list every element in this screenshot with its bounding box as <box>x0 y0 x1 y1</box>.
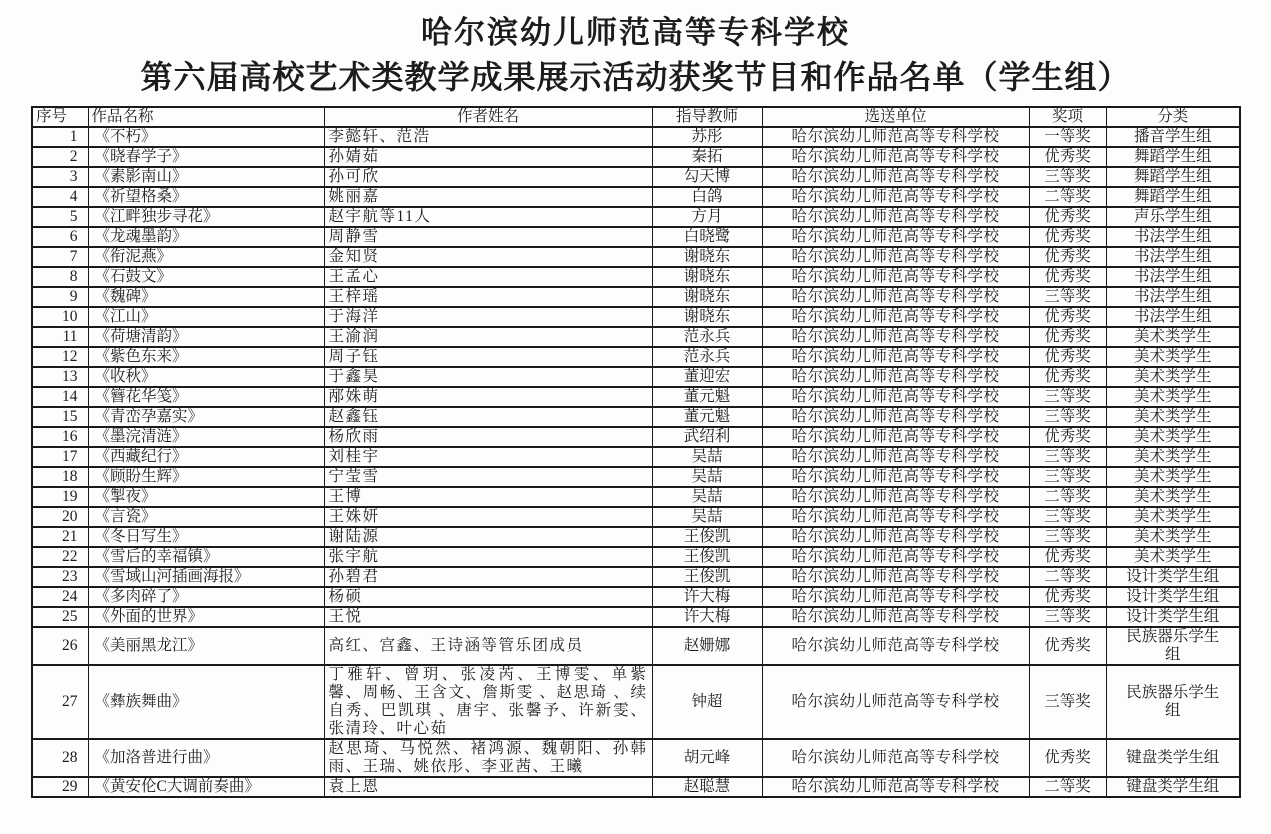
table-row <box>32 227 1240 247</box>
cell-teacher: 王俊凯 <box>652 527 762 547</box>
cell-award: 优秀奖 <box>1029 547 1106 567</box>
cell-unit: 哈尔滨幼儿师范高等专科学校 <box>762 567 1029 587</box>
cell-category: 声乐学生组 <box>1106 207 1240 227</box>
cell-no: 21 <box>32 527 88 547</box>
cell-teacher: 秦拓 <box>652 147 762 167</box>
cell-no: 7 <box>32 247 88 267</box>
cell-no: 13 <box>32 367 88 387</box>
table-row <box>32 387 1240 407</box>
cell-teacher: 白鸽 <box>652 187 762 207</box>
cell-award: 三等奖 <box>1029 387 1106 407</box>
cell-unit: 哈尔滨幼儿师范高等专科学校 <box>762 777 1029 797</box>
table-row <box>32 665 1240 739</box>
cell-no: 10 <box>32 307 88 327</box>
cell-category: 书法学生组 <box>1106 287 1240 307</box>
cell-teacher: 方月 <box>652 207 762 227</box>
cell-authors: 于鑫昊 <box>324 367 652 387</box>
cell-no: 29 <box>32 777 88 797</box>
cell-award: 优秀奖 <box>1029 247 1106 267</box>
cell-teacher: 董元魁 <box>652 407 762 427</box>
cell-authors: 赵宇航等11人 <box>324 207 652 227</box>
cell-teacher: 谢晓东 <box>652 287 762 307</box>
cell-teacher: 钟超 <box>652 665 762 739</box>
cell-title: 《顾盼生辉》 <box>88 467 324 487</box>
table-row <box>32 587 1240 607</box>
cell-teacher: 谢晓东 <box>652 247 762 267</box>
cell-authors: 袁上恩 <box>324 777 652 797</box>
cell-teacher: 范永兵 <box>652 347 762 367</box>
cell-title: 《魏碑》 <box>88 287 324 307</box>
awards-table <box>31 106 1241 798</box>
cell-authors: 丁雅轩、曾玥、张凌芮、王博雯、单紫馨、周畅、王含文、詹斯雯 、赵思琦 、续自秀、巴凯琪 、唐宇、张馨予、许新雯、张清玲、叶心茹 <box>324 665 652 739</box>
cell-teacher: 许大梅 <box>652 587 762 607</box>
cell-title: 《石鼓文》 <box>88 267 324 287</box>
title-block <box>0 0 1271 100</box>
cell-no: 19 <box>32 487 88 507</box>
cell-category: 书法学生组 <box>1106 267 1240 287</box>
cell-unit: 哈尔滨幼儿师范高等专科学校 <box>762 587 1029 607</box>
cell-authors: 于海洋 <box>324 307 652 327</box>
cell-title: 《墨浣清涟》 <box>88 427 324 447</box>
cell-teacher: 赵聪慧 <box>652 777 762 797</box>
cell-authors: 王渝润 <box>324 327 652 347</box>
cell-category: 播音学生组 <box>1106 127 1240 147</box>
table-row <box>32 427 1240 447</box>
cell-no: 6 <box>32 227 88 247</box>
table-row <box>32 527 1240 547</box>
cell-teacher: 谢晓东 <box>652 307 762 327</box>
cell-title: 《冬日写生》 <box>88 527 324 547</box>
cell-authors: 孙婧茹 <box>324 147 652 167</box>
header-authors: 作者姓名 <box>324 107 652 127</box>
cell-category: 美术类学生 <box>1106 367 1240 387</box>
cell-title: 《江山》 <box>88 307 324 327</box>
cell-award: 二等奖 <box>1029 487 1106 507</box>
cell-category: 民族器乐学生组 <box>1106 665 1240 739</box>
header-category: 分类 <box>1106 107 1240 127</box>
cell-authors: 周子钰 <box>324 347 652 367</box>
cell-teacher: 许大梅 <box>652 607 762 627</box>
cell-teacher: 赵姗娜 <box>652 627 762 665</box>
cell-award: 优秀奖 <box>1029 307 1106 327</box>
cell-category: 美术类学生 <box>1106 487 1240 507</box>
cell-title: 《龙魂墨韵》 <box>88 227 324 247</box>
cell-title: 《荷塘清韵》 <box>88 327 324 347</box>
cell-title: 《多肉碎了》 <box>88 587 324 607</box>
cell-title: 《江畔独步寻花》 <box>88 207 324 227</box>
table-row <box>32 547 1240 567</box>
cell-no: 11 <box>32 327 88 347</box>
cell-authors: 邴姝萌 <box>324 387 652 407</box>
table-header-row <box>32 107 1240 127</box>
table-row <box>32 247 1240 267</box>
cell-title: 《西藏纪行》 <box>88 447 324 467</box>
cell-unit: 哈尔滨幼儿师范高等专科学校 <box>762 187 1029 207</box>
cell-teacher: 吴喆 <box>652 507 762 527</box>
cell-award: 优秀奖 <box>1029 739 1106 777</box>
cell-authors: 高红、宫鑫、王诗涵等管乐团成员 <box>324 627 652 665</box>
cell-category: 设计类学生组 <box>1106 567 1240 587</box>
table-row <box>32 207 1240 227</box>
cell-unit: 哈尔滨幼儿师范高等专科学校 <box>762 627 1029 665</box>
table-row <box>32 347 1240 367</box>
cell-authors: 王博 <box>324 487 652 507</box>
cell-unit: 哈尔滨幼儿师范高等专科学校 <box>762 367 1029 387</box>
cell-title: 《祈望格桑》 <box>88 187 324 207</box>
cell-award: 三等奖 <box>1029 507 1106 527</box>
cell-title: 《黄安伦C大调前奏曲》 <box>88 777 324 797</box>
cell-no: 12 <box>32 347 88 367</box>
table-row <box>32 447 1240 467</box>
cell-title: 《彝族舞曲》 <box>88 665 324 739</box>
cell-authors: 姚丽嘉 <box>324 187 652 207</box>
cell-unit: 哈尔滨幼儿师范高等专科学校 <box>762 227 1029 247</box>
cell-teacher: 吴喆 <box>652 447 762 467</box>
cell-title: 《衔泥燕》 <box>88 247 324 267</box>
table-row <box>32 739 1240 777</box>
cell-authors: 孙碧君 <box>324 567 652 587</box>
cell-category: 舞蹈学生组 <box>1106 147 1240 167</box>
cell-unit: 哈尔滨幼儿师范高等专科学校 <box>762 487 1029 507</box>
cell-category: 美术类学生 <box>1106 427 1240 447</box>
cell-award: 优秀奖 <box>1029 427 1106 447</box>
cell-award: 优秀奖 <box>1029 367 1106 387</box>
cell-unit: 哈尔滨幼儿师范高等专科学校 <box>762 739 1029 777</box>
cell-category: 美术类学生 <box>1106 527 1240 547</box>
cell-no: 20 <box>32 507 88 527</box>
cell-category: 美术类学生 <box>1106 467 1240 487</box>
table-row <box>32 487 1240 507</box>
header-title: 作品名称 <box>88 107 324 127</box>
awards-table-body <box>32 127 1240 797</box>
cell-award: 二等奖 <box>1029 777 1106 797</box>
cell-award: 三等奖 <box>1029 447 1106 467</box>
cell-award: 二等奖 <box>1029 567 1106 587</box>
cell-authors: 刘桂宇 <box>324 447 652 467</box>
cell-teacher: 吴喆 <box>652 467 762 487</box>
cell-category: 美术类学生 <box>1106 407 1240 427</box>
cell-teacher: 胡元峰 <box>652 739 762 777</box>
cell-unit: 哈尔滨幼儿师范高等专科学校 <box>762 467 1029 487</box>
cell-unit: 哈尔滨幼儿师范高等专科学校 <box>762 267 1029 287</box>
table-row <box>32 147 1240 167</box>
cell-award: 优秀奖 <box>1029 227 1106 247</box>
cell-award: 优秀奖 <box>1029 147 1106 167</box>
table-row <box>32 127 1240 147</box>
cell-unit: 哈尔滨幼儿师范高等专科学校 <box>762 287 1029 307</box>
cell-unit: 哈尔滨幼儿师范高等专科学校 <box>762 347 1029 367</box>
cell-authors: 张宇航 <box>324 547 652 567</box>
cell-unit: 哈尔滨幼儿师范高等专科学校 <box>762 207 1029 227</box>
table-row <box>32 507 1240 527</box>
cell-teacher: 苏彤 <box>652 127 762 147</box>
cell-title: 《美丽黑龙江》 <box>88 627 324 665</box>
cell-category: 书法学生组 <box>1106 307 1240 327</box>
table-row <box>32 777 1240 797</box>
table-row <box>32 267 1240 287</box>
cell-no: 8 <box>32 267 88 287</box>
cell-no: 4 <box>32 187 88 207</box>
cell-title: 《掣夜》 <box>88 487 324 507</box>
cell-category: 书法学生组 <box>1106 247 1240 267</box>
header-award: 奖项 <box>1029 107 1106 127</box>
cell-no: 16 <box>32 427 88 447</box>
cell-unit: 哈尔滨幼儿师范高等专科学校 <box>762 447 1029 467</box>
cell-teacher: 谢晓东 <box>652 267 762 287</box>
cell-category: 民族器乐学生组 <box>1106 627 1240 665</box>
cell-award: 三等奖 <box>1029 665 1106 739</box>
cell-unit: 哈尔滨幼儿师范高等专科学校 <box>762 407 1029 427</box>
cell-teacher: 勾天博 <box>652 167 762 187</box>
header-no: 序号 <box>32 107 88 127</box>
cell-teacher: 董元魁 <box>652 387 762 407</box>
header-unit: 选送单位 <box>762 107 1029 127</box>
cell-unit: 哈尔滨幼儿师范高等专科学校 <box>762 507 1029 527</box>
cell-no: 9 <box>32 287 88 307</box>
cell-category: 美术类学生 <box>1106 387 1240 407</box>
cell-teacher: 王俊凯 <box>652 547 762 567</box>
cell-award: 优秀奖 <box>1029 627 1106 665</box>
cell-teacher: 范永兵 <box>652 327 762 347</box>
cell-category: 舞蹈学生组 <box>1106 167 1240 187</box>
cell-category: 书法学生组 <box>1106 227 1240 247</box>
cell-unit: 哈尔滨幼儿师范高等专科学校 <box>762 665 1029 739</box>
cell-no: 17 <box>32 447 88 467</box>
cell-category: 美术类学生 <box>1106 327 1240 347</box>
cell-no: 14 <box>32 387 88 407</box>
cell-title: 《青峦孕嘉实》 <box>88 407 324 427</box>
cell-authors: 杨硕 <box>324 587 652 607</box>
header-teacher: 指导教师 <box>652 107 762 127</box>
cell-unit: 哈尔滨幼儿师范高等专科学校 <box>762 147 1029 167</box>
cell-award: 优秀奖 <box>1029 327 1106 347</box>
cell-award: 三等奖 <box>1029 527 1106 547</box>
cell-unit: 哈尔滨幼儿师范高等专科学校 <box>762 247 1029 267</box>
cell-authors: 孙可欣 <box>324 167 652 187</box>
cell-category: 美术类学生 <box>1106 447 1240 467</box>
cell-award: 三等奖 <box>1029 467 1106 487</box>
cell-no: 15 <box>32 407 88 427</box>
cell-title: 《雪后的幸福镇》 <box>88 547 324 567</box>
cell-award: 优秀奖 <box>1029 347 1106 367</box>
cell-authors: 谢陆源 <box>324 527 652 547</box>
cell-award: 三等奖 <box>1029 407 1106 427</box>
cell-no: 5 <box>32 207 88 227</box>
cell-unit: 哈尔滨幼儿师范高等专科学校 <box>762 327 1029 347</box>
cell-no: 24 <box>32 587 88 607</box>
cell-unit: 哈尔滨幼儿师范高等专科学校 <box>762 307 1029 327</box>
cell-unit: 哈尔滨幼儿师范高等专科学校 <box>762 387 1029 407</box>
cell-title: 《加洛普进行曲》 <box>88 739 324 777</box>
cell-award: 二等奖 <box>1029 187 1106 207</box>
cell-category: 键盘类学生组 <box>1106 777 1240 797</box>
cell-award: 三等奖 <box>1029 287 1106 307</box>
cell-award: 优秀奖 <box>1029 267 1106 287</box>
cell-no: 3 <box>32 167 88 187</box>
cell-title: 《外面的世界》 <box>88 607 324 627</box>
cell-award: 优秀奖 <box>1029 207 1106 227</box>
cell-no: 1 <box>32 127 88 147</box>
cell-authors: 周静雪 <box>324 227 652 247</box>
table-row <box>32 567 1240 587</box>
cell-unit: 哈尔滨幼儿师范高等专科学校 <box>762 607 1029 627</box>
cell-category: 美术类学生 <box>1106 507 1240 527</box>
table-row <box>32 367 1240 387</box>
cell-no: 22 <box>32 547 88 567</box>
cell-no: 2 <box>32 147 88 167</box>
cell-title: 《素影南山》 <box>88 167 324 187</box>
cell-category: 设计类学生组 <box>1106 607 1240 627</box>
cell-category: 美术类学生 <box>1106 547 1240 567</box>
cell-category: 设计类学生组 <box>1106 587 1240 607</box>
cell-authors: 李懿轩、范浩 <box>324 127 652 147</box>
cell-no: 25 <box>32 607 88 627</box>
cell-title: 《晓春学子》 <box>88 147 324 167</box>
cell-title: 《簪花华笺》 <box>88 387 324 407</box>
cell-teacher: 白晓鹭 <box>652 227 762 247</box>
cell-authors: 王悦 <box>324 607 652 627</box>
cell-no: 23 <box>32 567 88 587</box>
cell-teacher: 吴喆 <box>652 487 762 507</box>
cell-title: 《言瓷》 <box>88 507 324 527</box>
page-subtitle: 第六届高校艺术类教学成果展示活动获奖节目和作品名单（学生组） <box>140 59 1131 95</box>
table-row <box>32 627 1240 665</box>
cell-authors: 金知贤 <box>324 247 652 267</box>
table-row <box>32 187 1240 207</box>
table-row <box>32 167 1240 187</box>
cell-award: 优秀奖 <box>1029 587 1106 607</box>
cell-title: 《收秋》 <box>88 367 324 387</box>
cell-award: 三等奖 <box>1029 607 1106 627</box>
cell-title: 《紫色东来》 <box>88 347 324 367</box>
cell-category: 舞蹈学生组 <box>1106 187 1240 207</box>
cell-no: 26 <box>32 627 88 665</box>
cell-title: 《不朽》 <box>88 127 324 147</box>
cell-authors: 赵思琦、马悦然、褚鸿源、魏朝阳、孙韩雨、王瑞、姚依彤、李亚茜、王曦 <box>324 739 652 777</box>
cell-unit: 哈尔滨幼儿师范高等专科学校 <box>762 427 1029 447</box>
cell-unit: 哈尔滨幼儿师范高等专科学校 <box>762 167 1029 187</box>
table-row <box>32 467 1240 487</box>
cell-title: 《雪域山河插画海报》 <box>88 567 324 587</box>
cell-award: 一等奖 <box>1029 127 1106 147</box>
cell-authors: 王孟心 <box>324 267 652 287</box>
cell-no: 28 <box>32 739 88 777</box>
cell-teacher: 董迎宏 <box>652 367 762 387</box>
cell-unit: 哈尔滨幼儿师范高等专科学校 <box>762 127 1029 147</box>
cell-authors: 王梓瑶 <box>324 287 652 307</box>
table-row <box>32 327 1240 347</box>
cell-category: 美术类学生 <box>1106 347 1240 367</box>
table-row <box>32 407 1240 427</box>
table-row <box>32 607 1240 627</box>
cell-authors: 杨欣雨 <box>324 427 652 447</box>
cell-authors: 宁莹雪 <box>324 467 652 487</box>
cell-authors: 王姝妍 <box>324 507 652 527</box>
table-row <box>32 287 1240 307</box>
table-row <box>32 307 1240 327</box>
cell-authors: 赵鑫钰 <box>324 407 652 427</box>
cell-no: 18 <box>32 467 88 487</box>
cell-category: 键盘类学生组 <box>1106 739 1240 777</box>
cell-no: 27 <box>32 665 88 739</box>
cell-unit: 哈尔滨幼儿师范高等专科学校 <box>762 547 1029 567</box>
cell-unit: 哈尔滨幼儿师范高等专科学校 <box>762 527 1029 547</box>
cell-teacher: 王俊凯 <box>652 567 762 587</box>
page-title: 哈尔滨幼儿师范高等专科学校 <box>421 15 850 50</box>
cell-teacher: 武绍利 <box>652 427 762 447</box>
cell-award: 三等奖 <box>1029 167 1106 187</box>
